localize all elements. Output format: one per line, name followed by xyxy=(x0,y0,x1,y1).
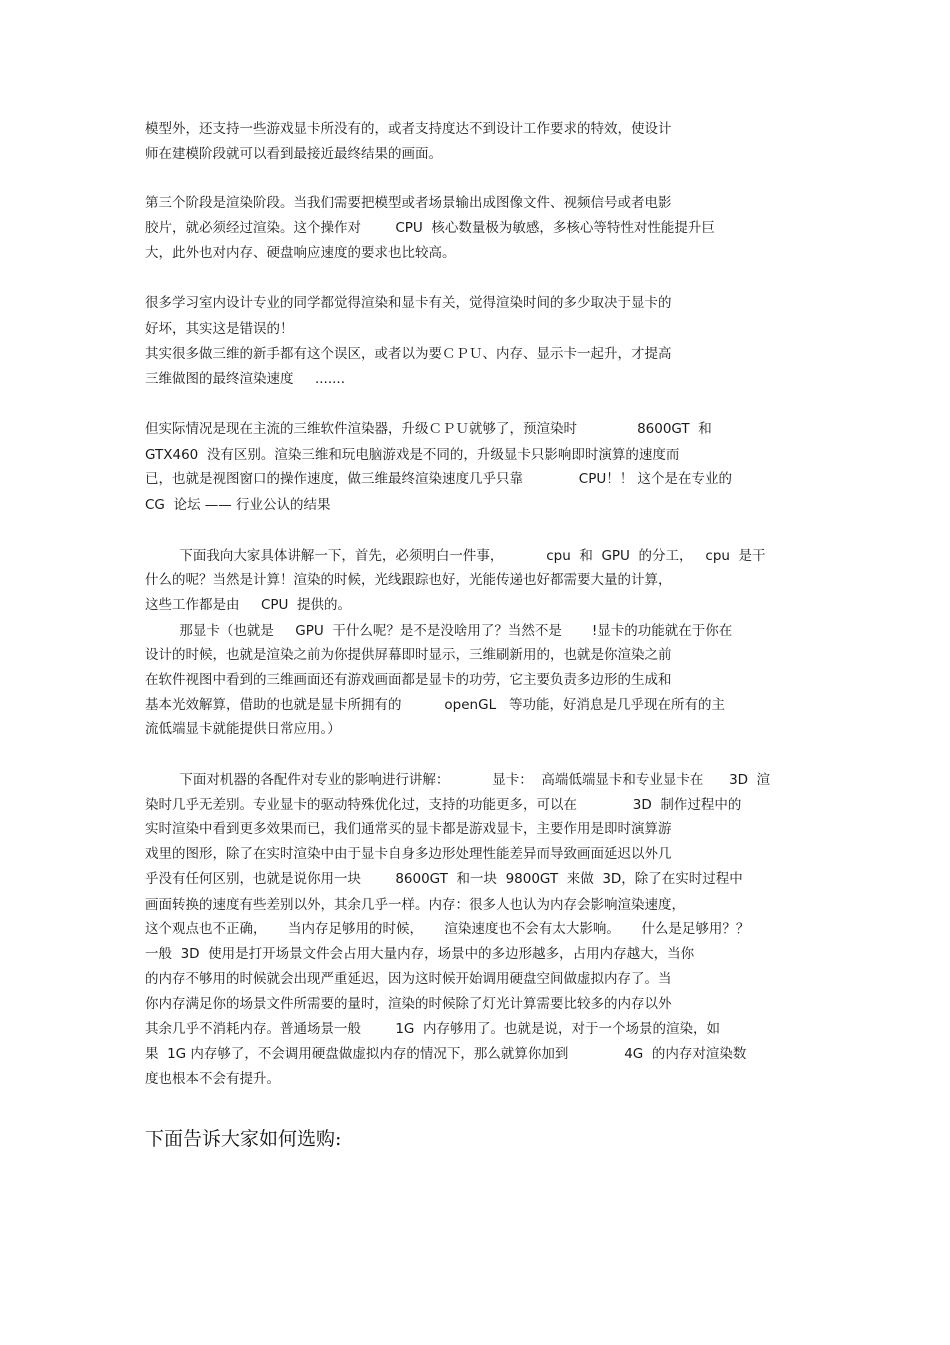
text-line: 的内存不够用的时候就会出现严重延迟，因为这时候开始调用硬盘空间做虚拟内存了。当 xyxy=(145,971,672,987)
text-line: 乎没有任何区别，也就是说你用一块 8600GT 和一块 9800GT 来做 3D，除了在实时过程中 xyxy=(145,871,743,887)
text-line: 下面对机器的各配件对专业的影响进行讲解： 显卡： 高端低端显卡和专业显卡在 3D 渲 xyxy=(145,772,771,788)
text-line: 什么的呢？当然是计算！渲染的时候，光线跟踪也好，光能传递也好都需要大量的计算， xyxy=(145,572,672,588)
text-line: 这个观点也不正确， 当内存足够用的时候， 渲染速度也不会有太大影响。 什么是足够用？？ xyxy=(145,921,750,937)
text-line: 在软件视图中看到的三维画面还有游戏画面都是显卡的功劳，它主要负责多边形的生成和 xyxy=(145,672,672,688)
text-line: 画面转换的速度有些差别以外，其余几乎一样。内存：很多人也认为内存会影响渲染速度， xyxy=(145,897,685,913)
text-line: 设计的时候，也就是渲染之前为你提供屏幕即时显示，三维刷新用的，也就是你渲染之前 xyxy=(145,647,672,663)
text-line: 你内存满足你的场景文件所需要的量时，渲染的时候除了灯光计算需要比较多的内存以外 xyxy=(145,996,672,1012)
text-line: 基本光效解算，借助的也就是显卡所拥有的 openGL 等功能，好消息是几乎现在所有的主 xyxy=(145,697,725,713)
text-line: 染时几乎无差别。专业显卡的驱动特殊优化过，支持的功能更多，可以在 3D 制作过程中的 xyxy=(145,797,742,813)
text-line: GTX460 没有区别。渲染三维和玩电脑游戏是不同的，升级显卡只影响即时演算的速度而 xyxy=(145,447,680,463)
text-line: 三维做图的最终渲染速度 ....... xyxy=(145,371,345,387)
text-line: 第三个阶段是渲染阶段。当我们需要把模型或者场景输出成图像文件、视频信号或者电影 xyxy=(145,195,672,211)
text-line: 那显卡（也就是 GPU 干什么呢？是不是没啥用了？当然不是 !显卡的功能就在于你在 xyxy=(145,623,733,639)
text-line: 模型外，还支持一些游戏显卡所没有的，或者支持度达不到设计工作要求的特效，使设计 xyxy=(145,121,672,137)
text-line: 度也根本不会有提升。 xyxy=(145,1071,280,1087)
text-line: 实时渲染中看到更多效果而已，我们通常买的显卡都是游戏显卡，主要作用是即时演算游 xyxy=(145,821,672,837)
text-line: 但实际情况是现在主流的三维软件渲染器，升级ＣＰＵ就够了，预渲染时 8600GT 和 xyxy=(145,421,712,437)
text-line: 其实很多做三维的新手都有这个误区，或者以为要ＣＰＵ、内存、显示卡一起升，才提高 xyxy=(145,346,672,362)
text-line: 师在建模阶段就可以看到最接近最终结果的画面。 xyxy=(145,146,442,162)
text-line: 大，此外也对内存、硬盘响应速度的要求也比较高。 xyxy=(145,245,456,261)
text-line: 好坏，其实这是错误的！ xyxy=(145,321,294,337)
text-line: 胶片，就必须经过渲染。这个操作对 CPU 核心数量极为敏感，多核心等特性对性能提升巨 xyxy=(145,220,715,236)
text-line: 果 1G 内存够了，不会调用硬盘做虚拟内存的情况下，那么就算你加到 4G 的内存对渲染数 xyxy=(145,1046,747,1062)
text-line: 下面我向大家具体讲解一下，首先，必须明白一件事， cpu 和 GPU 的分工， cpu 是干 xyxy=(145,548,766,564)
text-line: 一般 3D 使用是打开场景文件会占用大量内存，场景中的多边形越多，占用内存越大，当你 xyxy=(145,946,695,962)
text-line: 其余几乎不消耗内存。普通场景一般 1G 内存够用了。也就是说，对于一个场景的渲染，如 xyxy=(145,1021,720,1037)
section-heading: 下面告诉大家如何选购: xyxy=(145,1128,342,1150)
text-line: 戏里的图形，除了在实时渲染中由于显卡自身多边形处理性能差异而导致画面延迟以外几 xyxy=(145,846,672,862)
text-line: 很多学习室内设计专业的同学都觉得渲染和显卡有关，觉得渲染时间的多少取决于显卡的 xyxy=(145,295,672,311)
text-line: CG 论坛 —— 行业公认的结果 xyxy=(145,497,331,513)
text-line: 这些工作都是由 CPU 提供的。 xyxy=(145,597,351,613)
text-line: 流低端显卡就能提供日常应用。） xyxy=(145,721,341,737)
text-line: 已，也就是视图窗口的操作速度，做三维最终渲染速度几乎只靠 CPU！！ 这个是在专业的 xyxy=(145,471,733,487)
